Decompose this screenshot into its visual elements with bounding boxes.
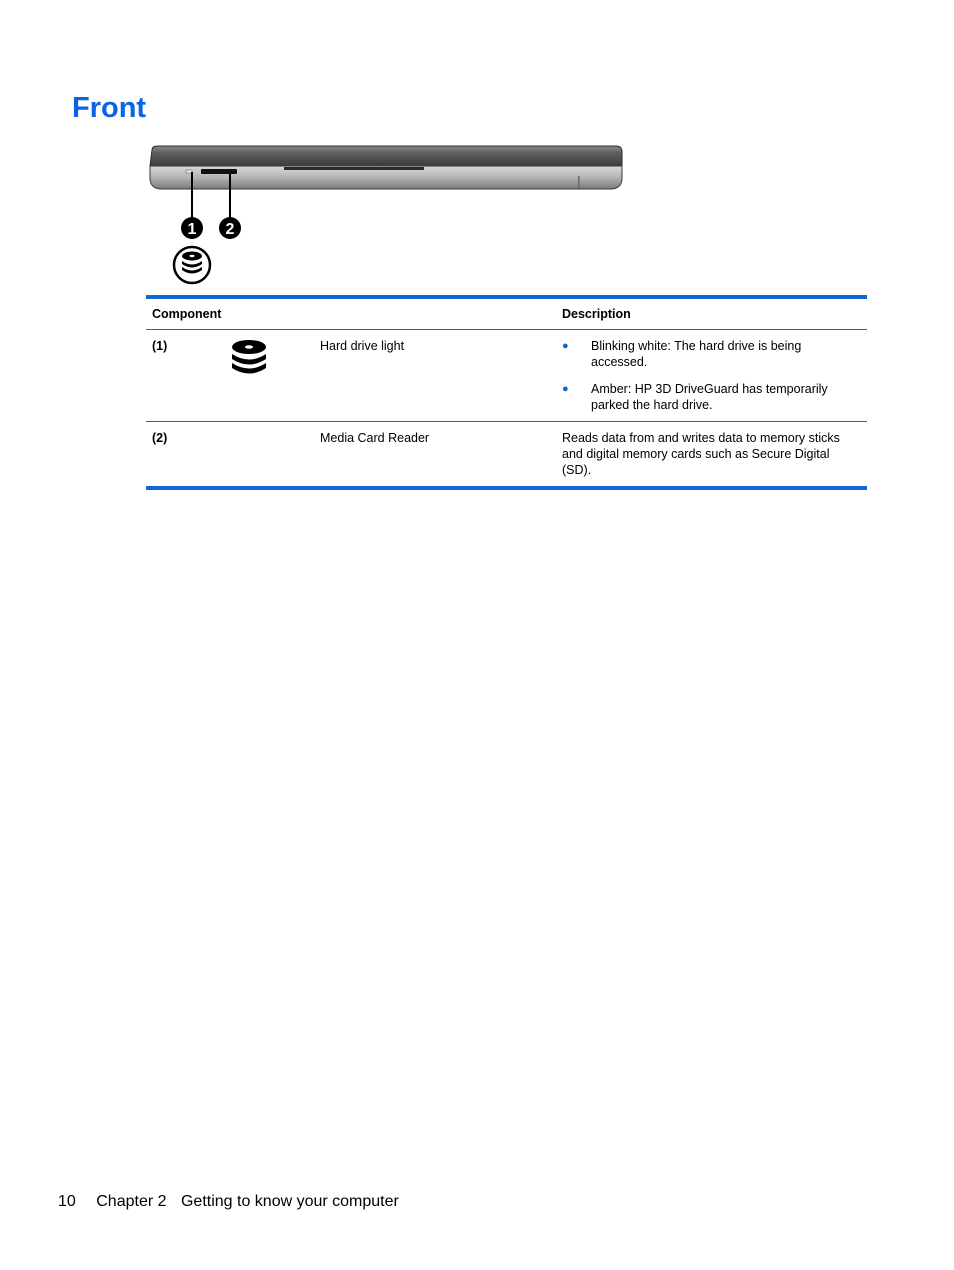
page-title: Front xyxy=(72,92,147,124)
table-row xyxy=(146,422,867,489)
component-table xyxy=(146,295,867,490)
hard-drive-icon xyxy=(174,247,210,283)
list-item xyxy=(562,381,861,413)
bullet-icon: ● xyxy=(562,340,569,352)
chapter-title: Getting to know your computer xyxy=(180,1193,399,1210)
callout-1 xyxy=(181,217,203,239)
page-number: 10 xyxy=(58,1193,76,1210)
laptop-front-figure xyxy=(146,142,626,290)
bullet-text: Amber: HP 3D DriveGuard has temporarily parked the hard drive. xyxy=(591,382,828,412)
table-row xyxy=(146,330,867,422)
row-icon xyxy=(218,422,314,489)
bullet-text: Blinking white: The hard drive is being accessed. xyxy=(591,339,802,369)
row-icon xyxy=(218,330,314,422)
callout-1-label: 1 xyxy=(187,221,197,238)
chapter-label: Chapter 2 xyxy=(96,1193,167,1210)
header-description: Description xyxy=(556,297,867,330)
bullet-icon: ● xyxy=(562,383,569,395)
row-description xyxy=(556,330,867,422)
row-description: Reads data from and writes data to memory sticks and digital memory cards such as Secure Digital (SD). xyxy=(556,422,867,489)
callout-2-label: 2 xyxy=(225,221,235,238)
page-footer xyxy=(58,1192,399,1212)
row-name: Media Card Reader xyxy=(314,422,556,489)
table-header-row xyxy=(146,297,867,330)
row-number: (1) xyxy=(146,330,218,422)
hard-drive-icon xyxy=(229,338,269,378)
list-item xyxy=(562,338,861,370)
callout-2 xyxy=(219,217,241,239)
laptop-front-illustration xyxy=(146,142,626,290)
bullet-list xyxy=(562,338,861,413)
header-component: Component xyxy=(146,297,556,330)
row-number: (2) xyxy=(146,422,218,489)
row-name: Hard drive light xyxy=(314,330,556,422)
